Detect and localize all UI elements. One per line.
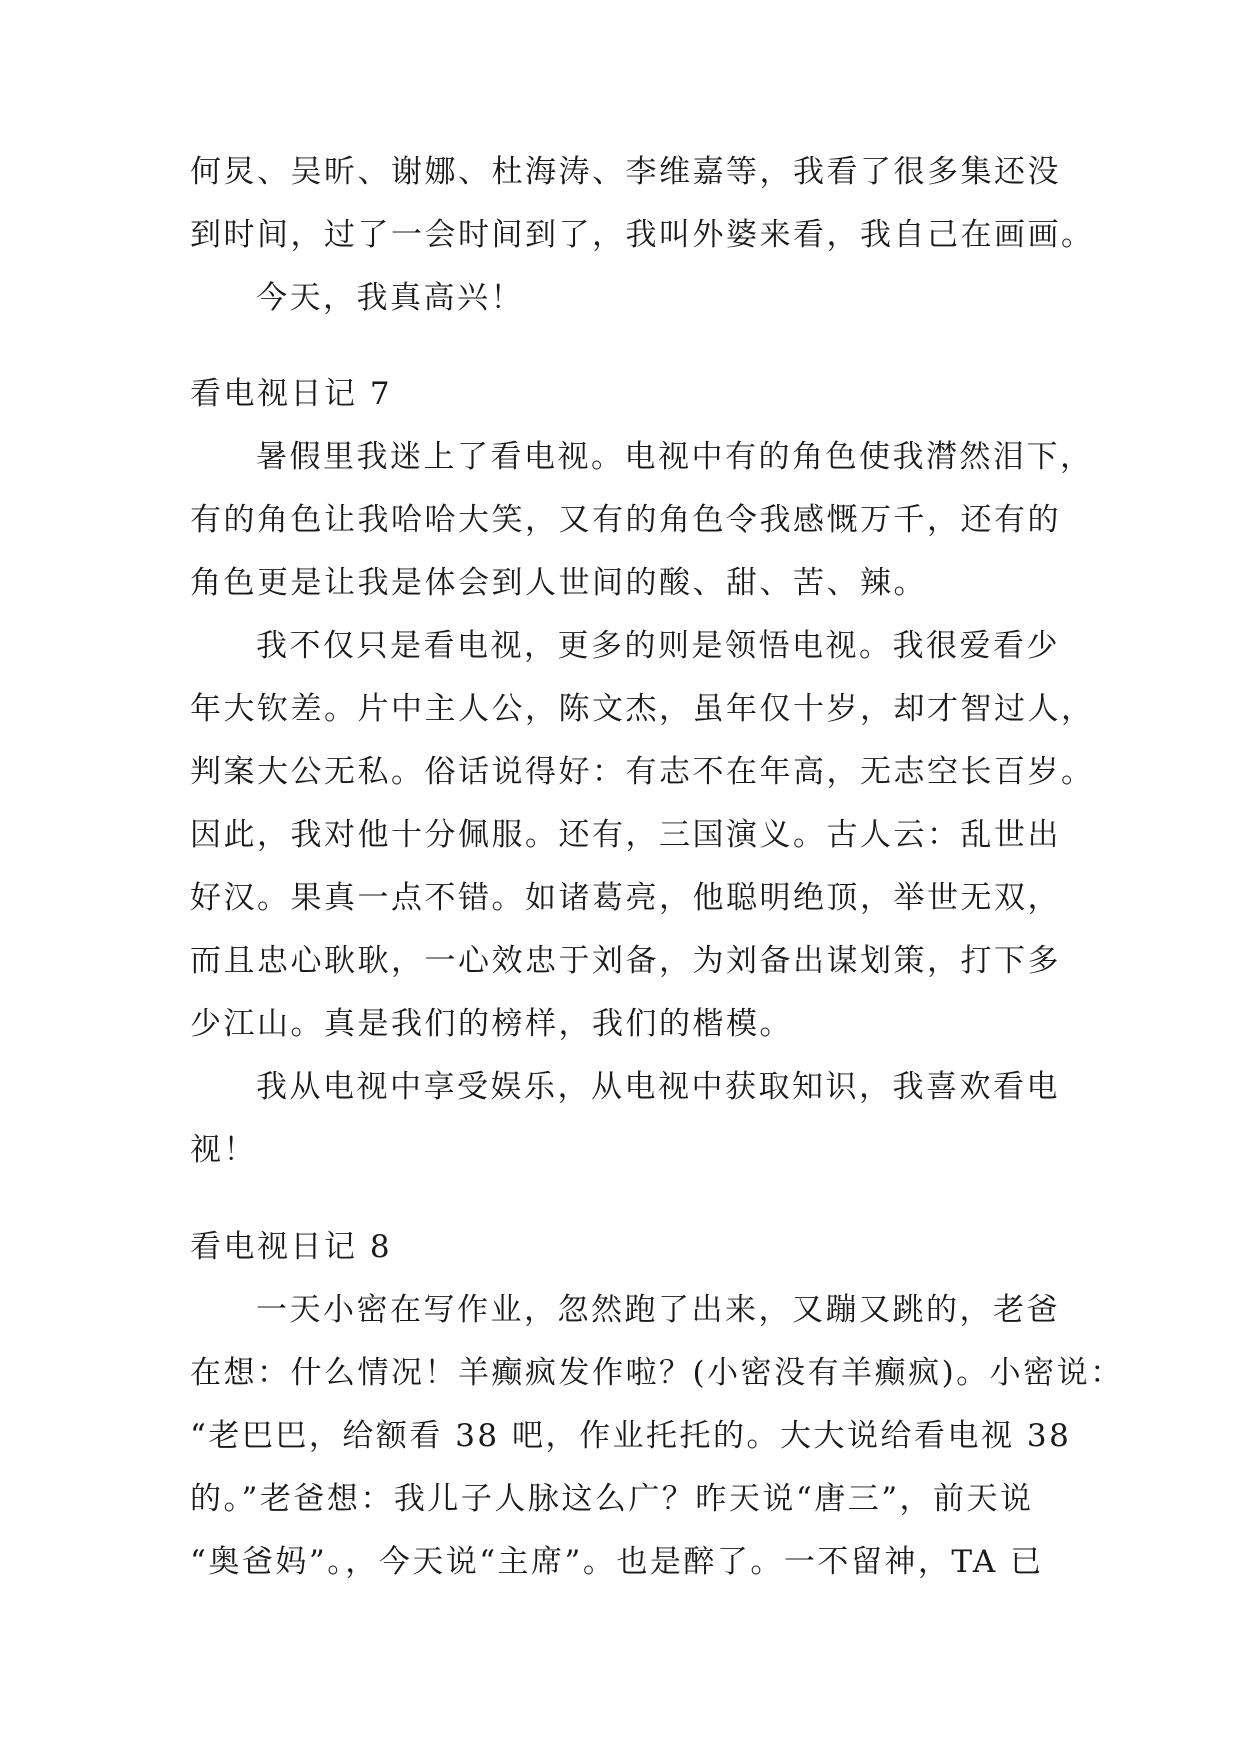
paragraph-line: 到时间，过了一会时间到了，我叫外婆来看，我自己在画画。 — [190, 217, 1095, 253]
paragraph-line: “奥爸妈”。，今天说“主席”。也是醉了。一不留神，TA 已 — [190, 1544, 1044, 1580]
paragraph-line: “老巴巴，给额看 38 吧，作业托托的。大大说给看电视 38 — [190, 1418, 1072, 1454]
paragraph-line: 视！ — [190, 1132, 257, 1168]
paragraph-line: 角色更是让我是体会到人世间的酸、甜、苦、辣。 — [190, 565, 927, 601]
paragraph-line: 我不仅只是看电视，更多的则是领悟电视。我很爱看少 — [256, 628, 1060, 664]
paragraph-line: 判案大公无私。俗话说得好：有志不在年高，无志空长百岁。 — [190, 754, 1095, 790]
paragraph-line: 少江山。真是我们的榜样，我们的楷模。 — [190, 1006, 793, 1042]
paragraph-line: 我从电视中享受娱乐，从电视中获取知识，我喜欢看电 — [256, 1069, 1060, 1105]
paragraph-line: 好汉。果真一点不错。如诸葛亮，他聪明绝顶，举世无双， — [190, 880, 1061, 916]
section-heading-7: 看电视日记 7 — [190, 376, 393, 412]
section-heading-8: 看电视日记 8 — [190, 1229, 393, 1265]
paragraph-line: 何炅、吴昕、谢娜、杜海涛、李维嘉等，我看了很多集还没 — [190, 154, 1061, 190]
paragraph-line: 因此，我对他十分佩服。还有，三国演义。古人云：乱世出 — [190, 817, 1061, 853]
paragraph-line: 一天小密在写作业，忽然跑了出来，又蹦又跳的，老爸 — [256, 1292, 1060, 1328]
paragraph-line: 的。”老爸想：我儿子人脉这么广？昨天说“唐三”，前天说 — [190, 1481, 1034, 1517]
paragraph-line: 有的角色让我哈哈大笑，又有的角色令我感慨万千，还有的 — [190, 502, 1061, 538]
paragraph-line: 暑假里我迷上了看电视。电视中有的角色使我潸然泪下， — [256, 439, 1094, 475]
paragraph-line: 今天，我真高兴！ — [256, 280, 524, 316]
paragraph-line: 在想：什么情况！羊癫疯发作啦？(小密没有羊癫疯)。小密说： — [190, 1355, 1124, 1391]
paragraph-line: 而且忠心耿耿，一心效忠于刘备，为刘备出谋划策，打下多 — [190, 943, 1061, 979]
paragraph-line: 年大钦差。片中主人公，陈文杰，虽年仅十岁，却才智过人， — [190, 691, 1095, 727]
